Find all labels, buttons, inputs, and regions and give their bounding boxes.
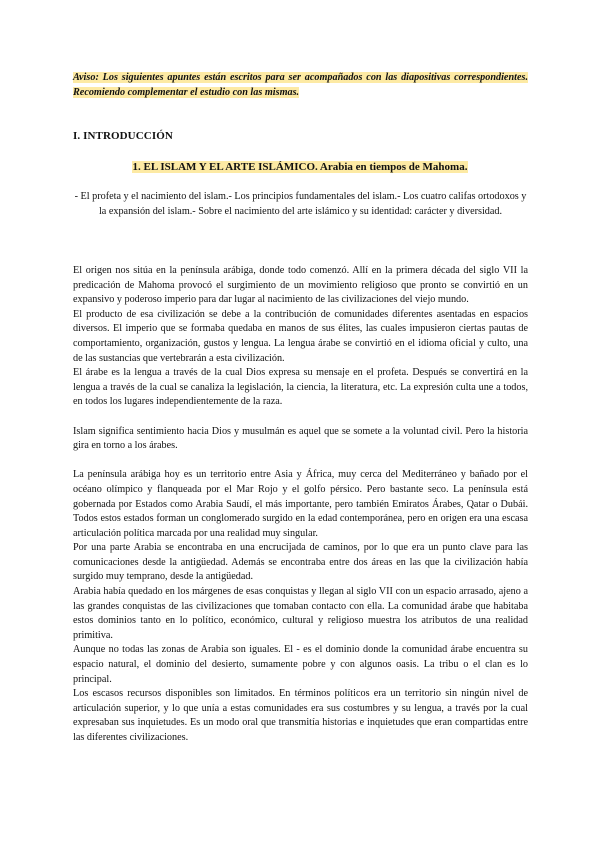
paragraph: El árabe es la lengua a través de la cual Dios expresa su mensaje en el profeta. Después se convertirá en la lengua a través de la cual se canaliza la legislación, la ciencia, la literatura, etc. La expresión culta une a todos, en todos los lugares independientemente de la raza.	[73, 367, 528, 408]
paragraph: El origen nos sitúa en la península arábiga, donde todo comenzó. Allí en la primera década del siglo VII la predicación de Mahoma provocó el surgimiento de un movimiento religioso que pronto se convirtió en un expansivo y poderoso imperio para dar lugar al nacimiento de las civilizaciones del viejo mundo.	[73, 265, 528, 306]
chapter-title-highlight: 1. EL ISLAM Y EL ARTE ISLÁMICO. Arabia en tiempos de Mahoma.	[132, 161, 468, 173]
body-text	[73, 264, 528, 746]
paragraph: Los escasos recursos disponibles son limitados. En términos políticos era un territorio sin ningún nivel de articulación superior, y lo que unía a estas comunidades era sus costumbres y su lengua, a través por la cual expresaban sus inquietudes. Es un modo oral que transmitía historias e inquietudes que eran compartidas entre las diferentes civilizaciones.	[73, 688, 528, 743]
paragraph: Aunque no todas las zonas de Arabia son iguales. El - es el dominio donde la comunidad árabe encuentra su espacio natural, el dominio del desierto, sumamente pobre y con algunos oasis. La tribu o el clan es lo principal.	[73, 644, 528, 685]
notice-text	[73, 71, 528, 100]
paragraph: Islam significa sentimiento hacia Dios y musulmán es aquel que se somete a la voluntad civil. Pero la historia gira en torno a los árabes.	[73, 425, 528, 452]
chapter-title	[0, 161, 600, 173]
paragraph: Arabia había quedado en los márgenes de esas conquistas y llegan al siglo VII con un espacio arrasado, ajeno a las grandes conquistas de las civilizaciones que tomaban contacto con ella. La comunidad árabe que habitaba estos dominios tanto en lo político, económico, cultural y religioso muestra los atributos de una realidad primitiva.	[73, 586, 528, 641]
chapter-summary: - El profeta y el nacimiento del islam.- Los principios fundamentales del islam.- Los cuatro califas ortodoxos y la expansión del islam.- Sobre el nacimiento del arte islámico y su identidad: carácter y diversidad.	[74, 191, 527, 217]
paragraph: La península arábiga hoy es un territorio entre Asia y África, muy cerca del Mediterráneo y bañado por el océano olímpico y flanqueada por el Mar Rojo y el golfo pérsico. Pero bastante seco. La península está gobernada por Estados como Arabia Saudí, el más importante, pero también Emiratos Árabes, Qatar o Dubái. Todos estos estados forman un conglomerado surgido en la edad contemporánea, pero en origen era una escasa articulación política marcada por una realidad muy singular.	[73, 469, 528, 539]
paragraph: El producto de esa civilización se debe a la contribución de comunidades diferentes asentadas en espacios diversos. El imperio que se formaba quedaba en manos de sus élites, las cuales impusieron ciertas pautas de comportamiento, organización, gustos y lengua. La lengua árabe se convirtió en el idioma oficial y culto, una de las sustancias que vertebrarán a esta civilización.	[73, 308, 528, 364]
paragraph: Por una parte Arabia se encontraba en una encrucijada de caminos, por lo que era un punto clave para las comunicaciones desde la antigüedad. Además se encontraba entre dos áreas en las que la civilización había surgido muy temprano, desde la antigüedad.	[73, 542, 528, 583]
notice-highlight: Aviso: Los siguientes apuntes están escritos para ser acompañados con las diapositivas correspondientes. Recomiendo complementar el estudio con las mismas.	[73, 72, 528, 98]
section-title: I. INTRODUCCIÓN	[73, 130, 173, 142]
